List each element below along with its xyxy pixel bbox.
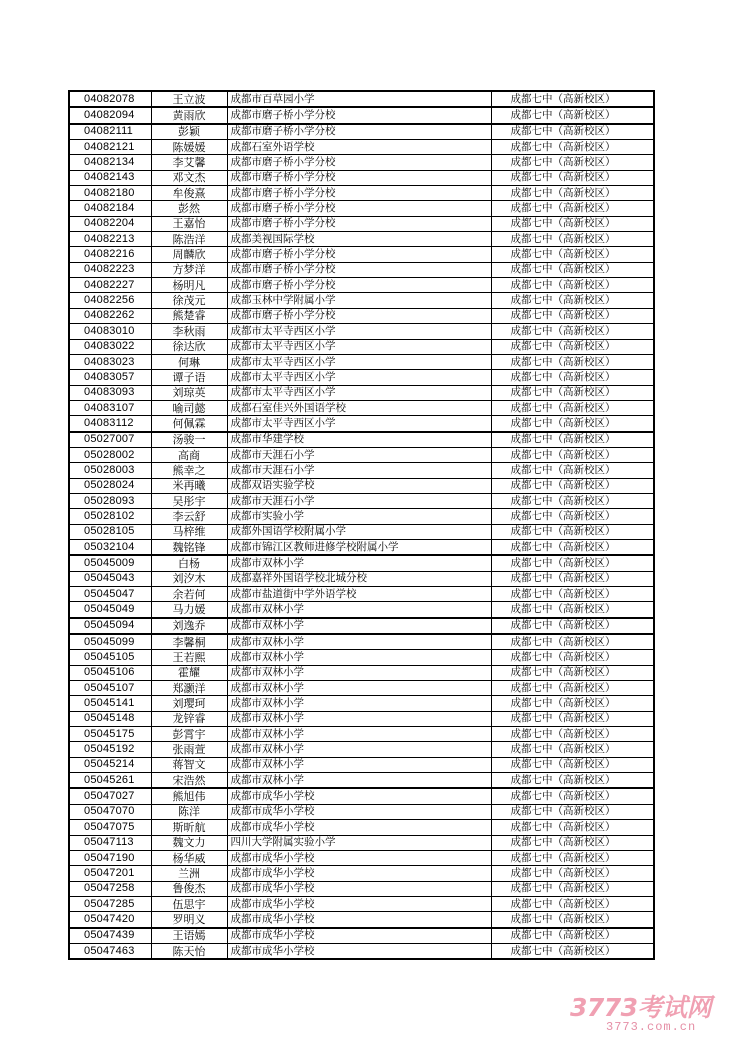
student-id-cell: 05045148 bbox=[69, 711, 151, 726]
student-name-cell: 王嘉怡 bbox=[151, 216, 227, 231]
primary-school-cell: 成都市成华小学校 bbox=[227, 850, 491, 865]
student-name-cell: 李馨桐 bbox=[151, 634, 227, 650]
admitted-school-cell: 成都七中（高新校区） bbox=[491, 201, 654, 216]
table-row bbox=[69, 788, 654, 804]
primary-school-cell: 成都市百草园小学 bbox=[227, 91, 491, 107]
student-id-cell: 05047027 bbox=[69, 788, 151, 804]
primary-school-cell: 成都石室佳兴外国语学校 bbox=[227, 400, 491, 415]
primary-school-cell: 成都市双林小学 bbox=[227, 696, 491, 711]
student-id-cell: 05047190 bbox=[69, 850, 151, 865]
student-name-cell: 何琳 bbox=[151, 354, 227, 369]
student-id-cell: 05045261 bbox=[69, 773, 151, 789]
table-row bbox=[69, 650, 654, 665]
primary-school-cell: 成都市双林小学 bbox=[227, 665, 491, 680]
student-id-cell: 04082213 bbox=[69, 232, 151, 247]
primary-school-cell: 成都市双林小学 bbox=[227, 602, 491, 618]
student-id-cell: 04082256 bbox=[69, 293, 151, 308]
student-name-cell: 李云舒 bbox=[151, 509, 227, 524]
primary-school-cell: 成都市成华小学校 bbox=[227, 788, 491, 804]
primary-school-cell: 成都市磨子桥小学分校 bbox=[227, 247, 491, 262]
admitted-school-cell: 成都七中（高新校区） bbox=[491, 463, 654, 478]
table-row bbox=[69, 201, 654, 216]
student-id-cell: 05027007 bbox=[69, 432, 151, 448]
site-watermark bbox=[570, 988, 730, 1044]
student-name-cell: 喻司懿 bbox=[151, 400, 227, 415]
primary-school-cell: 成都市成华小学校 bbox=[227, 896, 491, 911]
primary-school-cell: 成都市成华小学校 bbox=[227, 943, 491, 959]
table-row bbox=[69, 278, 654, 293]
student-id-cell: 04083022 bbox=[69, 339, 151, 354]
primary-school-cell: 成都玉林中学附属小学 bbox=[227, 293, 491, 308]
admitted-school-cell: 成都七中（高新校区） bbox=[491, 278, 654, 293]
student-id-cell: 04082216 bbox=[69, 247, 151, 262]
table-row bbox=[69, 124, 654, 140]
student-id-cell: 05028003 bbox=[69, 463, 151, 478]
table-row bbox=[69, 742, 654, 757]
admitted-school-cell: 成都七中（高新校区） bbox=[491, 634, 654, 650]
primary-school-cell: 成都市双林小学 bbox=[227, 711, 491, 726]
student-name-cell: 汤骏一 bbox=[151, 432, 227, 448]
primary-school-cell: 成都美视国际学校 bbox=[227, 232, 491, 247]
student-name-cell: 马力媛 bbox=[151, 602, 227, 618]
student-name-cell: 谭子语 bbox=[151, 370, 227, 385]
table-row bbox=[69, 524, 654, 539]
student-id-cell: 04082227 bbox=[69, 278, 151, 293]
table-row bbox=[69, 943, 654, 959]
admitted-school-cell: 成都七中（高新校区） bbox=[491, 509, 654, 524]
admitted-school-cell: 成都七中（高新校区） bbox=[491, 850, 654, 865]
table-row bbox=[69, 432, 654, 448]
admitted-school-cell: 成都七中（高新校区） bbox=[491, 416, 654, 432]
primary-school-cell: 成都市太平寺西区小学 bbox=[227, 339, 491, 354]
student-id-cell: 04083023 bbox=[69, 354, 151, 369]
table-row bbox=[69, 571, 654, 586]
admitted-school-cell: 成都七中（高新校区） bbox=[491, 170, 654, 185]
admitted-school-cell: 成都七中（高新校区） bbox=[491, 912, 654, 928]
student-name-cell: 鲁俊杰 bbox=[151, 881, 227, 896]
primary-school-cell: 成都市磨子桥小学分校 bbox=[227, 155, 491, 170]
student-id-cell: 05047285 bbox=[69, 896, 151, 911]
primary-school-cell: 成都市太平寺西区小学 bbox=[227, 370, 491, 385]
student-id-cell: 05045049 bbox=[69, 602, 151, 618]
admitted-school-cell: 成都七中（高新校区） bbox=[491, 650, 654, 665]
primary-school-cell: 成都市盐道街中学外语学校 bbox=[227, 587, 491, 602]
table-row bbox=[69, 385, 654, 400]
admitted-school-cell: 成都七中（高新校区） bbox=[491, 773, 654, 789]
admitted-school-cell: 成都七中（高新校区） bbox=[491, 618, 654, 634]
student-name-cell: 马梓维 bbox=[151, 524, 227, 539]
student-id-cell: 05045009 bbox=[69, 555, 151, 571]
student-name-cell: 王若熙 bbox=[151, 650, 227, 665]
table-row bbox=[69, 463, 654, 478]
student-id-cell: 05045107 bbox=[69, 681, 151, 696]
table-row bbox=[69, 339, 654, 354]
table-row bbox=[69, 247, 654, 262]
student-id-cell: 05047439 bbox=[69, 928, 151, 944]
student-name-cell: 彭然 bbox=[151, 201, 227, 216]
student-name-cell: 张雨萱 bbox=[151, 742, 227, 757]
admitted-school-cell: 成都七中（高新校区） bbox=[491, 681, 654, 696]
primary-school-cell: 成都市磨子桥小学分校 bbox=[227, 278, 491, 293]
table-row bbox=[69, 324, 654, 339]
primary-school-cell: 成都石室外语学校 bbox=[227, 140, 491, 155]
admitted-school-cell: 成都七中（高新校区） bbox=[491, 293, 654, 308]
admitted-school-cell: 成都七中（高新校区） bbox=[491, 820, 654, 835]
student-name-cell: 牟俊熹 bbox=[151, 186, 227, 201]
table-row bbox=[69, 262, 654, 277]
primary-school-cell: 成都市磨子桥小学分校 bbox=[227, 170, 491, 185]
student-name-cell: 郑灏洋 bbox=[151, 681, 227, 696]
admitted-school-cell: 成都七中（高新校区） bbox=[491, 354, 654, 369]
student-id-cell: 04082180 bbox=[69, 186, 151, 201]
admitted-school-cell: 成都七中（高新校区） bbox=[491, 804, 654, 819]
primary-school-cell: 成都市双林小学 bbox=[227, 757, 491, 772]
primary-school-cell: 成都市双林小学 bbox=[227, 650, 491, 665]
admission-list-body bbox=[69, 91, 654, 959]
student-name-cell: 龙锌睿 bbox=[151, 711, 227, 726]
student-name-cell: 罗明义 bbox=[151, 912, 227, 928]
student-id-cell: 05047075 bbox=[69, 820, 151, 835]
primary-school-cell: 成都市天涯石小学 bbox=[227, 493, 491, 508]
student-id-cell: 05045175 bbox=[69, 727, 151, 742]
table-row bbox=[69, 155, 654, 170]
admitted-school-cell: 成都七中（高新校区） bbox=[491, 524, 654, 539]
student-name-cell: 吴彤宇 bbox=[151, 493, 227, 508]
admitted-school-cell: 成都七中（高新校区） bbox=[491, 370, 654, 385]
student-id-cell: 04083010 bbox=[69, 324, 151, 339]
primary-school-cell: 成都嘉祥外国语学校北城分校 bbox=[227, 571, 491, 586]
student-name-cell: 刘璎珂 bbox=[151, 696, 227, 711]
student-id-cell: 04082204 bbox=[69, 216, 151, 231]
table-row bbox=[69, 820, 654, 835]
student-name-cell: 斯昕航 bbox=[151, 820, 227, 835]
admitted-school-cell: 成都七中（高新校区） bbox=[491, 696, 654, 711]
admitted-school-cell: 成都七中（高新校区） bbox=[491, 788, 654, 804]
primary-school-cell: 成都市华建学校 bbox=[227, 432, 491, 448]
student-name-cell: 魏铭锋 bbox=[151, 539, 227, 555]
student-id-cell: 04082134 bbox=[69, 155, 151, 170]
primary-school-cell: 成都市磨子桥小学分校 bbox=[227, 201, 491, 216]
student-name-cell: 杨明凡 bbox=[151, 278, 227, 293]
student-id-cell: 05028093 bbox=[69, 493, 151, 508]
admitted-school-cell: 成都七中（高新校区） bbox=[491, 262, 654, 277]
admitted-school-cell: 成都七中（高新校区） bbox=[491, 493, 654, 508]
primary-school-cell: 成都双语实验学校 bbox=[227, 478, 491, 493]
admitted-school-cell: 成都七中（高新校区） bbox=[491, 727, 654, 742]
primary-school-cell: 成都市太平寺西区小学 bbox=[227, 416, 491, 432]
student-id-cell: 05047463 bbox=[69, 943, 151, 959]
student-name-cell: 周麟欣 bbox=[151, 247, 227, 262]
primary-school-cell: 成都市成华小学校 bbox=[227, 928, 491, 944]
primary-school-cell: 成都市天涯石小学 bbox=[227, 447, 491, 462]
primary-school-cell: 成都市双林小学 bbox=[227, 742, 491, 757]
primary-school-cell: 成都市磨子桥小学分校 bbox=[227, 124, 491, 140]
table-row bbox=[69, 804, 654, 819]
admitted-school-cell: 成都七中（高新校区） bbox=[491, 385, 654, 400]
admitted-school-cell: 成都七中（高新校区） bbox=[491, 124, 654, 140]
primary-school-cell: 成都市成华小学校 bbox=[227, 804, 491, 819]
student-id-cell: 05047070 bbox=[69, 804, 151, 819]
student-id-cell: 05047420 bbox=[69, 912, 151, 928]
table-row bbox=[69, 478, 654, 493]
student-id-cell: 05028024 bbox=[69, 478, 151, 493]
primary-school-cell: 成都市双林小学 bbox=[227, 634, 491, 650]
table-row bbox=[69, 928, 654, 944]
primary-school-cell: 成都外国语学校附属小学 bbox=[227, 524, 491, 539]
primary-school-cell: 成都市实验小学 bbox=[227, 509, 491, 524]
primary-school-cell: 成都市锦江区教师进修学校附属小学 bbox=[227, 539, 491, 555]
table-row bbox=[69, 91, 654, 107]
table-row bbox=[69, 216, 654, 231]
student-id-cell: 04082111 bbox=[69, 124, 151, 140]
admitted-school-cell: 成都七中（高新校区） bbox=[491, 711, 654, 726]
table-row bbox=[69, 866, 654, 881]
student-id-cell: 05028002 bbox=[69, 447, 151, 462]
table-row bbox=[69, 400, 654, 415]
primary-school-cell: 成都市磨子桥小学分校 bbox=[227, 262, 491, 277]
admission-list-table bbox=[68, 90, 655, 960]
student-id-cell: 04082094 bbox=[69, 107, 151, 123]
student-name-cell: 黄雨欣 bbox=[151, 107, 227, 123]
table-row bbox=[69, 170, 654, 185]
admitted-school-cell: 成都七中（高新校区） bbox=[491, 665, 654, 680]
student-name-cell: 熊楚睿 bbox=[151, 308, 227, 323]
student-name-cell: 李艾馨 bbox=[151, 155, 227, 170]
table-row bbox=[69, 232, 654, 247]
admitted-school-cell: 成都七中（高新校区） bbox=[491, 555, 654, 571]
table-row bbox=[69, 555, 654, 571]
admitted-school-cell: 成都七中（高新校区） bbox=[491, 928, 654, 944]
primary-school-cell: 成都市成华小学校 bbox=[227, 866, 491, 881]
table-row bbox=[69, 140, 654, 155]
student-id-cell: 05047258 bbox=[69, 881, 151, 896]
student-id-cell: 05047113 bbox=[69, 835, 151, 850]
table-row bbox=[69, 354, 654, 369]
admitted-school-cell: 成都七中（高新校区） bbox=[491, 91, 654, 107]
student-name-cell: 伍思宇 bbox=[151, 896, 227, 911]
student-name-cell: 刘逸乔 bbox=[151, 618, 227, 634]
table-row bbox=[69, 912, 654, 928]
student-id-cell: 05045214 bbox=[69, 757, 151, 772]
primary-school-cell: 成都市双林小学 bbox=[227, 773, 491, 789]
student-id-cell: 05047201 bbox=[69, 866, 151, 881]
student-id-cell: 05045047 bbox=[69, 587, 151, 602]
student-name-cell: 王立波 bbox=[151, 91, 227, 107]
table-row bbox=[69, 370, 654, 385]
student-name-cell: 霍耀 bbox=[151, 665, 227, 680]
student-name-cell: 米再曦 bbox=[151, 478, 227, 493]
admitted-school-cell: 成都七中（高新校区） bbox=[491, 602, 654, 618]
student-name-cell: 徐达欣 bbox=[151, 339, 227, 354]
admitted-school-cell: 成都七中（高新校区） bbox=[491, 247, 654, 262]
student-name-cell: 彭颖 bbox=[151, 124, 227, 140]
student-name-cell: 熊旭伟 bbox=[151, 788, 227, 804]
student-name-cell: 宋浩然 bbox=[151, 773, 227, 789]
watermark-url: 3773.com.cn bbox=[606, 1020, 697, 1034]
primary-school-cell: 成都市磨子桥小学分校 bbox=[227, 216, 491, 231]
admitted-school-cell: 成都七中（高新校区） bbox=[491, 432, 654, 448]
student-id-cell: 05045106 bbox=[69, 665, 151, 680]
admitted-school-cell: 成都七中（高新校区） bbox=[491, 107, 654, 123]
student-name-cell: 陈天怡 bbox=[151, 943, 227, 959]
admitted-school-cell: 成都七中（高新校区） bbox=[491, 587, 654, 602]
student-id-cell: 04082078 bbox=[69, 91, 151, 107]
primary-school-cell: 成都市双林小学 bbox=[227, 555, 491, 571]
primary-school-cell: 成都市双林小学 bbox=[227, 727, 491, 742]
primary-school-cell: 四川大学附属实验小学 bbox=[227, 835, 491, 850]
student-name-cell: 彭霄宇 bbox=[151, 727, 227, 742]
student-id-cell: 05032104 bbox=[69, 539, 151, 555]
student-name-cell: 何佩霖 bbox=[151, 416, 227, 432]
table-row bbox=[69, 881, 654, 896]
primary-school-cell: 成都市太平寺西区小学 bbox=[227, 385, 491, 400]
admitted-school-cell: 成都七中（高新校区） bbox=[491, 539, 654, 555]
student-name-cell: 李秋雨 bbox=[151, 324, 227, 339]
student-id-cell: 05045043 bbox=[69, 571, 151, 586]
table-row bbox=[69, 665, 654, 680]
table-row bbox=[69, 727, 654, 742]
admitted-school-cell: 成都七中（高新校区） bbox=[491, 571, 654, 586]
student-name-cell: 蒋智文 bbox=[151, 757, 227, 772]
table-row bbox=[69, 308, 654, 323]
primary-school-cell: 成都市成华小学校 bbox=[227, 912, 491, 928]
admitted-school-cell: 成都七中（高新校区） bbox=[491, 896, 654, 911]
table-row bbox=[69, 447, 654, 462]
table-row bbox=[69, 186, 654, 201]
primary-school-cell: 成都市双林小学 bbox=[227, 681, 491, 696]
table-row bbox=[69, 696, 654, 711]
table-row bbox=[69, 587, 654, 602]
student-id-cell: 04082143 bbox=[69, 170, 151, 185]
admitted-school-cell: 成都七中（高新校区） bbox=[491, 186, 654, 201]
admitted-school-cell: 成都七中（高新校区） bbox=[491, 835, 654, 850]
student-name-cell: 陈浩洋 bbox=[151, 232, 227, 247]
primary-school-cell: 成都市成华小学校 bbox=[227, 881, 491, 896]
table-row bbox=[69, 107, 654, 123]
admitted-school-cell: 成都七中（高新校区） bbox=[491, 339, 654, 354]
admitted-school-cell: 成都七中（高新校区） bbox=[491, 324, 654, 339]
admitted-school-cell: 成都七中（高新校区） bbox=[491, 943, 654, 959]
primary-school-cell: 成都市磨子桥小学分校 bbox=[227, 107, 491, 123]
student-id-cell: 05045094 bbox=[69, 618, 151, 634]
admitted-school-cell: 成都七中（高新校区） bbox=[491, 742, 654, 757]
table-row bbox=[69, 539, 654, 555]
student-name-cell: 陈媛媛 bbox=[151, 140, 227, 155]
watermark-logo-text: 3773考试网 bbox=[570, 993, 712, 1022]
table-row bbox=[69, 416, 654, 432]
student-name-cell: 邓文杰 bbox=[151, 170, 227, 185]
student-name-cell: 徐茂元 bbox=[151, 293, 227, 308]
admitted-school-cell: 成都七中（高新校区） bbox=[491, 478, 654, 493]
student-id-cell: 04082184 bbox=[69, 201, 151, 216]
admitted-school-cell: 成都七中（高新校区） bbox=[491, 232, 654, 247]
table-row bbox=[69, 634, 654, 650]
student-id-cell: 04082223 bbox=[69, 262, 151, 277]
student-id-cell: 05028102 bbox=[69, 509, 151, 524]
admitted-school-cell: 成都七中（高新校区） bbox=[491, 757, 654, 772]
primary-school-cell: 成都市太平寺西区小学 bbox=[227, 354, 491, 369]
admitted-school-cell: 成都七中（高新校区） bbox=[491, 216, 654, 231]
table-row bbox=[69, 773, 654, 789]
table-row bbox=[69, 896, 654, 911]
table-row bbox=[69, 850, 654, 865]
student-id-cell: 05045099 bbox=[69, 634, 151, 650]
student-id-cell: 04082121 bbox=[69, 140, 151, 155]
primary-school-cell: 成都市磨子桥小学分校 bbox=[227, 186, 491, 201]
table-row bbox=[69, 835, 654, 850]
table-row bbox=[69, 757, 654, 772]
table-row bbox=[69, 681, 654, 696]
student-name-cell: 余若何 bbox=[151, 587, 227, 602]
student-name-cell: 兰洲 bbox=[151, 866, 227, 881]
admitted-school-cell: 成都七中（高新校区） bbox=[491, 155, 654, 170]
student-id-cell: 05045192 bbox=[69, 742, 151, 757]
table-row bbox=[69, 711, 654, 726]
student-id-cell: 04083057 bbox=[69, 370, 151, 385]
student-name-cell: 魏文力 bbox=[151, 835, 227, 850]
table-row bbox=[69, 618, 654, 634]
student-id-cell: 05028105 bbox=[69, 524, 151, 539]
student-id-cell: 04083093 bbox=[69, 385, 151, 400]
student-name-cell: 刘琼英 bbox=[151, 385, 227, 400]
table-row bbox=[69, 509, 654, 524]
student-id-cell: 04083112 bbox=[69, 416, 151, 432]
student-id-cell: 05045105 bbox=[69, 650, 151, 665]
admitted-school-cell: 成都七中（高新校区） bbox=[491, 400, 654, 415]
primary-school-cell: 成都市磨子桥小学分校 bbox=[227, 308, 491, 323]
table-row bbox=[69, 493, 654, 508]
student-id-cell: 04082262 bbox=[69, 308, 151, 323]
student-name-cell: 方梦洋 bbox=[151, 262, 227, 277]
admitted-school-cell: 成都七中（高新校区） bbox=[491, 447, 654, 462]
student-name-cell: 熊幸之 bbox=[151, 463, 227, 478]
admitted-school-cell: 成都七中（高新校区） bbox=[491, 866, 654, 881]
student-name-cell: 王语嫣 bbox=[151, 928, 227, 944]
admitted-school-cell: 成都七中（高新校区） bbox=[491, 881, 654, 896]
primary-school-cell: 成都市成华小学校 bbox=[227, 820, 491, 835]
student-name-cell: 刘汐木 bbox=[151, 571, 227, 586]
primary-school-cell: 成都市天涯石小学 bbox=[227, 463, 491, 478]
admitted-school-cell: 成都七中（高新校区） bbox=[491, 308, 654, 323]
primary-school-cell: 成都市双林小学 bbox=[227, 618, 491, 634]
student-id-cell: 05045141 bbox=[69, 696, 151, 711]
admitted-school-cell: 成都七中（高新校区） bbox=[491, 140, 654, 155]
student-id-cell: 04083107 bbox=[69, 400, 151, 415]
student-name-cell: 高商 bbox=[151, 447, 227, 462]
table-row bbox=[69, 293, 654, 308]
student-name-cell: 陈洋 bbox=[151, 804, 227, 819]
table-row bbox=[69, 602, 654, 618]
primary-school-cell: 成都市太平寺西区小学 bbox=[227, 324, 491, 339]
student-name-cell: 白杨 bbox=[151, 555, 227, 571]
student-name-cell: 杨华威 bbox=[151, 850, 227, 865]
